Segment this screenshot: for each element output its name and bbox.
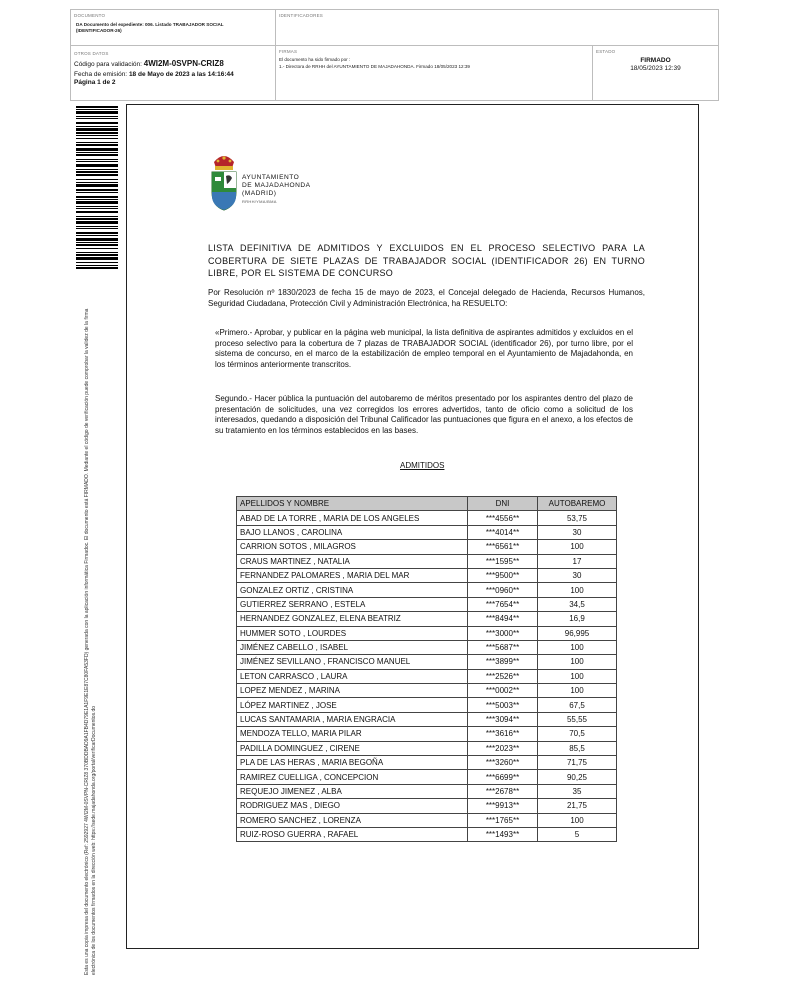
barcode-bar: [76, 111, 118, 114]
cell-nombre: GONZALEZ ORTIZ , CRISTINA: [237, 583, 468, 597]
barcode-bar: [76, 228, 118, 229]
barcode-bar: [76, 262, 118, 263]
barcode-bar: [76, 242, 118, 243]
barcode-bar: [76, 201, 118, 204]
table-row: [237, 511, 617, 525]
cell-nombre: GUTIERREZ SERRANO , ESTELA: [237, 597, 468, 611]
cell-dni: ***2678**: [468, 784, 538, 798]
barcode: [76, 106, 118, 276]
barcode-bar: [76, 174, 118, 176]
barcode-bar: [76, 257, 118, 260]
cell-dni: ***4556**: [468, 511, 538, 525]
cell-dni: ***3000**: [468, 626, 538, 640]
identificadores-caption: IDENTIFICADORES: [279, 13, 324, 18]
barcode-bar: [76, 211, 118, 213]
cell-dni: ***8494**: [468, 612, 538, 626]
cell-nombre: REQUEJO JIMENEZ , ALBA: [237, 784, 468, 798]
cell-nombre: MENDOZA TELLO, MARIA PILAR: [237, 727, 468, 741]
otros-datos-caption: OTROS DATOS: [74, 51, 109, 56]
barcode-bar: [76, 206, 118, 207]
cell-nombre: LUCAS SANTAMARIA , MARIA ENGRACIA: [237, 712, 468, 726]
table-row: [237, 568, 617, 582]
table-header-row: [237, 497, 617, 511]
barcode-bar: [76, 208, 118, 209]
cell-nombre: LÓPEZ MARTINEZ , JOSE: [237, 698, 468, 712]
barcode-bar: [76, 196, 118, 198]
barcode-bar: [76, 248, 118, 249]
cell-nombre: HERNANDEZ GONZALEZ, ELENA BEATRIZ: [237, 612, 468, 626]
barcode-bar: [76, 221, 118, 224]
barcode-bar: [76, 109, 118, 110]
cell-nombre: BAJO LLANOS , CAROLINA: [237, 525, 468, 539]
cell-nombre: ROMERO SANCHEZ , LORENZA: [237, 813, 468, 827]
cell-dni: ***0002**: [468, 684, 538, 698]
cell-autobaremo: 67,5: [538, 698, 617, 712]
table-row: [237, 640, 617, 654]
table-row: [237, 554, 617, 568]
cell-nombre: HUMMER SOTO , LOURDES: [237, 626, 468, 640]
cell-autobaremo: 96,995: [538, 626, 617, 640]
barcode-bar: [76, 164, 118, 167]
barcode-bar: [76, 235, 118, 236]
barcode-bar: [76, 244, 118, 246]
table-row: [237, 770, 617, 784]
documento-caption: DOCUMENTO: [74, 13, 106, 18]
fecha-emision: [74, 71, 234, 79]
barcode-bar: [76, 132, 118, 134]
firmas-line: 1.- Directora de RRHH del AYUNTAMIENTO DE MAJADAHONDA. Firmado 18/05/2023 12:39: [279, 64, 470, 69]
barcode-bar: [76, 154, 118, 156]
codigo-validacion: [74, 60, 224, 69]
cell-nombre: FERNANDEZ PALOMARES , MARIA DEL MAR: [237, 568, 468, 582]
cell-dni: ***5687**: [468, 640, 538, 654]
cell-autobaremo: 16,9: [538, 612, 617, 626]
header-identificadores-box: [275, 9, 719, 46]
column-header-dni: DNI: [468, 497, 538, 511]
pagina: Página 1 de 2: [74, 79, 116, 86]
barcode-bar: [76, 152, 118, 153]
cell-nombre: ABAD DE LA TORRE , MARIA DE LOS ANGELES: [237, 511, 468, 525]
document-title: LISTA DEFINITIVA DE ADMITIDOS Y EXCLUIDOS EN EL PROCESO SELECTIVO PARA LA COBERTURA DE SIETE PLAZAS DE TRABAJADOR SOCIAL (IDENTIFICADOR 26) EN TURNO LIBRE, POR EL SISTEMA DE CONCURSO: [208, 243, 645, 278]
letterhead-line1: AYUNTAMIENTO: [242, 174, 300, 181]
cell-nombre: CRAUS MARTINEZ , NATALIA: [237, 554, 468, 568]
cell-autobaremo: 35: [538, 784, 617, 798]
barcode-bar: [76, 218, 118, 220]
table-row: [237, 612, 617, 626]
cell-dni: ***3899**: [468, 655, 538, 669]
cell-dni: ***3094**: [468, 712, 538, 726]
cell-nombre: RAMIREZ CUELLIGA , CONCEPCION: [237, 770, 468, 784]
documento-text: DA Documento del expediente: 006. Listado TRABAJADOR SOCIAL (IDENTIFICADOR-26): [76, 22, 224, 33]
cell-dni: ***2526**: [468, 669, 538, 683]
barcode-bar: [76, 148, 118, 151]
cell-autobaremo: 17: [538, 554, 617, 568]
intro-paragraph: Por Resolución nº 1830/2023 de fecha 15 de mayo de 2023, el Concejal delegado de Hacienda, Recursos Humanos, Seguridad Ciudadana, Protección Civil y Administración Electrónica, ha RESUELTO:: [208, 288, 645, 308]
cell-autobaremo: 21,75: [538, 799, 617, 813]
codigo-label: Código para validación:: [74, 61, 142, 68]
cell-nombre: RODRIGUEZ MAS , DIEGO: [237, 799, 468, 813]
barcode-bar: [76, 226, 118, 227]
header-firmas-box: [275, 45, 593, 101]
cell-dni: ***0960**: [468, 583, 538, 597]
cell-autobaremo: 90,25: [538, 770, 617, 784]
barcode-bar: [76, 184, 118, 187]
cell-nombre: PADILLA DOMINGUEZ , CIRENE: [237, 741, 468, 755]
table-row: [237, 597, 617, 611]
estado-caption: ESTADO: [596, 49, 616, 54]
barcode-bar: [76, 135, 118, 136]
barcode-bar: [76, 189, 118, 191]
cell-autobaremo: 30: [538, 568, 617, 582]
admitidos-heading: ADMITIDOS: [400, 461, 445, 470]
cell-autobaremo: 100: [538, 640, 617, 654]
cell-autobaremo: 5: [538, 827, 617, 841]
letterhead-ref: RRHH/YMA/BMA: [242, 199, 277, 204]
barcode-bar: [76, 169, 118, 170]
cell-dni: ***2023**: [468, 741, 538, 755]
barcode-bar: [76, 128, 118, 131]
cell-dni: ***9913**: [468, 799, 538, 813]
cell-autobaremo: 100: [538, 540, 617, 554]
cell-autobaremo: 100: [538, 813, 617, 827]
table-row: [237, 698, 617, 712]
cell-autobaremo: 55,55: [538, 712, 617, 726]
barcode-bar: [76, 106, 118, 108]
barcode-bar: [76, 216, 118, 217]
cell-dni: ***7654**: [468, 597, 538, 611]
barcode-bar: [76, 126, 118, 127]
barcode-bar: [76, 144, 118, 146]
fecha-value: 18 de Mayo de 2023 a las 14:16:44: [128, 71, 234, 78]
estado-date: 18/05/2023 12:39: [630, 65, 681, 72]
cell-autobaremo: 100: [538, 655, 617, 669]
table-row: [237, 799, 617, 813]
column-header-autobaremo: AUTOBAREMO: [538, 497, 617, 511]
firmas-caption: FIRMAS: [279, 49, 298, 54]
table-row: [237, 712, 617, 726]
cell-nombre: JIMÉNEZ CABELLO , ISABEL: [237, 640, 468, 654]
cell-dni: ***3260**: [468, 756, 538, 770]
barcode-bar: [76, 267, 118, 269]
letterhead-line3: (MADRID): [242, 190, 277, 197]
table-row: [237, 756, 617, 770]
column-header-nombre: APELLIDOS Y NOMBRE: [237, 497, 468, 511]
cell-dni: ***1595**: [468, 554, 538, 568]
table-row: [237, 684, 617, 698]
barcode-bar: [76, 161, 118, 162]
firmas-intro: El documento ha sido firmado por :: [279, 57, 351, 62]
segundo-paragraph: Segundo.- Hacer pública la puntuación del autobaremo de méritos presentado por los aspirantes dentro del plazo de presentación de solicitudes, una vez corregidos los errores advertidos, tanto de oficio como a solicitud de los interesados, quedando a disposición del Tribunal Calificador las puntuaciones que figura en el anexo, a los efectos de su tratamiento en los términos establecidos en las bases.: [215, 394, 633, 435]
table-row: [237, 741, 617, 755]
cell-autobaremo: 100: [538, 669, 617, 683]
cell-dni: ***9500**: [468, 568, 538, 582]
barcode-bar: [76, 116, 118, 117]
verification-side-text: Esta es una copia impresa del documento electrónico (Ref: 2592927 4WI2M-0SVPN-CRIZ8 370BDDBAD9A1FB4D79E1A1F9E1E87C80FA53FD) generada con la aplicación informática Firmadoc. El documento está FIRMADO. Mediante el código de verificación puede comprobar la validez de la firma electrónica de los documentos firmados en la dirección web: https://sede.majadahonda.org/portal/verificarDocumentos.do: [84, 308, 97, 975]
cell-nombre: CARRION SOTOS , MILAGROS: [237, 540, 468, 554]
cell-autobaremo: 85,5: [538, 741, 617, 755]
barcode-bar: [76, 252, 118, 253]
barcode-bar: [76, 254, 118, 256]
cell-autobaremo: 70,5: [538, 727, 617, 741]
table-row: [237, 827, 617, 841]
barcode-bar: [76, 138, 118, 139]
cell-nombre: LETON CARRASCO , LAURA: [237, 669, 468, 683]
cell-nombre: RUIZ-ROSO GUERRA , RAFAEL: [237, 827, 468, 841]
barcode-bar: [76, 118, 118, 119]
estado-value: FIRMADO: [640, 57, 671, 64]
table-row: [237, 583, 617, 597]
barcode-bar: [76, 122, 118, 124]
cell-autobaremo: 34,5: [538, 597, 617, 611]
barcode-bar: [76, 179, 118, 180]
table-row: [237, 813, 617, 827]
cell-dni: ***4014**: [468, 525, 538, 539]
cell-dni: ***5003**: [468, 698, 538, 712]
cell-autobaremo: 30: [538, 525, 617, 539]
barcode-bar: [76, 192, 118, 193]
majadahonda-coat-of-arms-icon: [208, 152, 240, 212]
barcode-bar: [76, 265, 118, 266]
cell-autobaremo: 100: [538, 684, 617, 698]
letterhead-line2: DE MAJADAHONDA: [242, 182, 311, 189]
barcode-bar: [76, 159, 118, 160]
table-row: [237, 626, 617, 640]
primero-paragraph: «Primero.- Aprobar, y publicar en la página web municipal, la lista definitiva de aspirantes admitidos y excluidos en el proceso selectivo para la cobertura de 7 plazas de TRABAJADOR SOCIAL (identificador 26), por turno libre, por el sistema de concurso, en el marco de la estabilización de empleo temporal en el Ayuntamiento de Majadahonda, en los términos anteriormente transcritos.: [215, 328, 633, 369]
cell-nombre: JIMÉNEZ SEVILLANO , FRANCISCO MANUEL: [237, 655, 468, 669]
cell-autobaremo: 71,75: [538, 756, 617, 770]
table-row: [237, 727, 617, 741]
barcode-bar: [76, 199, 118, 200]
codigo-value: 4WI2M-0SVPN-CRIZ8: [143, 59, 224, 68]
table-row: [237, 655, 617, 669]
cell-autobaremo: 53,75: [538, 511, 617, 525]
letterhead: [242, 174, 311, 206]
barcode-bar: [76, 142, 118, 143]
barcode-bar: [76, 182, 118, 183]
cell-dni: ***6699**: [468, 770, 538, 784]
admitidos-table: [236, 496, 617, 842]
cell-nombre: LOPEZ MENDEZ , MARINA: [237, 684, 468, 698]
barcode-bar: [76, 238, 118, 241]
cell-dni: ***1765**: [468, 813, 538, 827]
cell-nombre: PLA DE LAS HERAS , MARIA BEGOÑA: [237, 756, 468, 770]
table-row: [237, 540, 617, 554]
fecha-label: Fecha de emisión:: [74, 71, 128, 78]
table-row: [237, 669, 617, 683]
barcode-bar: [76, 171, 118, 173]
cell-dni: ***1493**: [468, 827, 538, 841]
barcode-bar: [76, 232, 118, 234]
cell-autobaremo: 100: [538, 583, 617, 597]
table-row: [237, 525, 617, 539]
cell-dni: ***6561**: [468, 540, 538, 554]
table-row: [237, 784, 617, 798]
cell-dni: ***3616**: [468, 727, 538, 741]
